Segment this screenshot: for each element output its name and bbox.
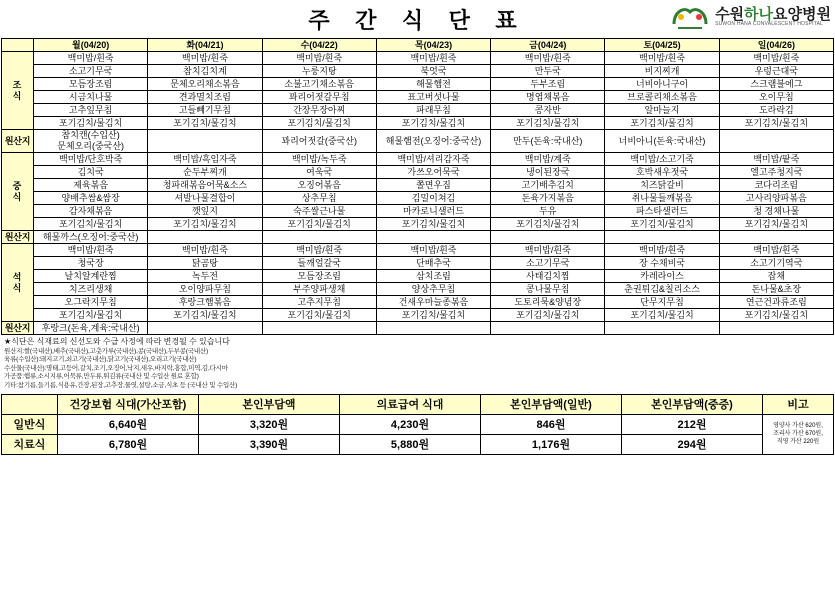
menu-cell: 마카로니샐러드	[376, 205, 490, 218]
menu-cell: 건새우마늘종볶음	[376, 296, 490, 309]
note-line-4: 수산물(국내산):명태,고등어,갈치,조기,오징어,낙지,새우,바지락,홍합,미역,김,다시마	[4, 364, 228, 372]
day-header-4: 목(04/23)	[376, 39, 490, 52]
price-row-label: 치료식	[2, 434, 58, 454]
menu-cell: 냉이된장국	[491, 166, 605, 179]
meal-label-2: 중 식	[2, 153, 34, 231]
menu-cell: 양배추쌈&쌈장	[34, 192, 148, 205]
note-line-6: 기타:참기름,들기름,식용유,간장,된장,고추장,물엿,설탕,소금,식초 등 (국내산 및 수입산)	[4, 381, 238, 389]
menu-cell: 포기김치/물김치	[719, 117, 833, 130]
origin-cell: 해물까스(오징어:중국산)	[34, 231, 148, 244]
origin-cell: 꽈리어젓갈(중국산)	[262, 130, 376, 153]
page-title: 주 간 식 단 표	[308, 7, 527, 33]
menu-row	[2, 270, 834, 283]
price-value-cell: 6,780원	[58, 434, 199, 454]
page-header	[0, 0, 835, 38]
menu-cell: 고들빼기무침	[148, 104, 262, 117]
logo-title: 수원하나요양병원	[715, 5, 831, 23]
menu-cell: 비지찌개	[605, 65, 719, 78]
menu-cell: 포기김치/물김치	[148, 117, 262, 130]
menu-cell: 돈육가지볶음	[491, 192, 605, 205]
menu-row	[2, 244, 834, 257]
menu-cell: 우렁근대국	[719, 65, 833, 78]
menu-cell: 파스타샐러드	[605, 205, 719, 218]
menu-row	[2, 257, 834, 270]
hospital-logo	[670, 2, 831, 32]
menu-cell: 녹두전	[148, 270, 262, 283]
menu-table	[1, 38, 834, 335]
menu-cell: 순두부찌개	[148, 166, 262, 179]
menu-cell: 백미밥/단호박죽	[34, 153, 148, 166]
day-header-2: 화(04/21)	[148, 39, 262, 52]
origin-cell	[605, 322, 719, 335]
hana-logo-icon	[670, 2, 710, 32]
menu-cell: 들깨얼갈국	[262, 257, 376, 270]
day-header-6: 토(04/25)	[605, 39, 719, 52]
menu-cell: 포기김치/물김치	[148, 218, 262, 231]
menu-row	[2, 166, 834, 179]
table-corner-cell	[2, 39, 34, 52]
menu-cell: 표고버섯나물	[376, 91, 490, 104]
menu-cell: 포기김치/물김치	[719, 309, 833, 322]
menu-cell: 장 수채비국	[605, 257, 719, 270]
menu-cell: 콩자반	[491, 104, 605, 117]
menu-cell: 카레라이스	[605, 270, 719, 283]
price-value-cell: 3,320원	[199, 414, 340, 434]
menu-cell: 청국장	[34, 257, 148, 270]
menu-cell: 포기김치/물김치	[605, 218, 719, 231]
menu-cell: 포기김치/물김치	[34, 309, 148, 322]
menu-cell: 백미밥/흰죽	[262, 52, 376, 65]
menu-cell: 소고기무국	[491, 257, 605, 270]
menu-cell: 소고기무국	[34, 65, 148, 78]
menu-cell: 제육볶음	[34, 179, 148, 192]
menu-cell: 알마늘지	[605, 104, 719, 117]
price-row	[2, 414, 834, 434]
menu-cell: 백미밥/셔리감자죽	[376, 153, 490, 166]
note-line-1: ★식단은 식재료의 신선도와 수급 사정에 따라 변경될 수 있습니다	[4, 337, 230, 346]
menu-cell: 청 경채나물	[719, 205, 833, 218]
day-header-1: 월(04/20)	[34, 39, 148, 52]
price-value-cell: 3,390원	[199, 434, 340, 454]
menu-cell: 포기김치/물김치	[34, 117, 148, 130]
price-value-cell: 212원	[622, 414, 763, 434]
menu-cell: 해물햄전	[376, 78, 490, 91]
menu-cell: 백미밥/흑임자죽	[148, 153, 262, 166]
origin-label-2: 원산지	[2, 231, 34, 244]
menu-cell: 파래무침	[376, 104, 490, 117]
origin-cell: 참치캔(수입산) 문체오리(중국산)	[34, 130, 148, 153]
menu-cell: 깻잎지	[148, 205, 262, 218]
price-header-1: 건강보험 식대(가산포함)	[58, 394, 199, 414]
menu-cell: 도라락김	[719, 104, 833, 117]
origin-cell	[719, 130, 833, 153]
price-value-cell: 4,230원	[340, 414, 481, 434]
price-value-cell: 294원	[622, 434, 763, 454]
origin-row	[2, 231, 834, 244]
price-header-4: 본인부담액(일반)	[481, 394, 622, 414]
menu-cell: 너비아니구이	[605, 78, 719, 91]
menu-cell: 사태김치찜	[491, 270, 605, 283]
menu-row	[2, 104, 834, 117]
origin-cell: 너비아니(돈육:국내산)	[605, 130, 719, 153]
menu-row	[2, 65, 834, 78]
menu-cell: 취나물들깨볶음	[605, 192, 719, 205]
menu-cell: 북엇국	[376, 65, 490, 78]
menu-cell: 포기김치/물김치	[262, 117, 376, 130]
menu-cell: 문체오리채소볶음	[148, 78, 262, 91]
menu-cell: 두부조림	[491, 78, 605, 91]
menu-cell: 셔발나물결합이	[148, 192, 262, 205]
origin-cell	[262, 322, 376, 335]
menu-cell: 누룽지탕	[262, 65, 376, 78]
menu-cell: 오이양파무침	[148, 283, 262, 296]
price-table	[1, 394, 834, 455]
origin-row	[2, 322, 834, 335]
menu-cell: 간장무장아찌	[262, 104, 376, 117]
menu-row	[2, 117, 834, 130]
origin-cell	[376, 322, 490, 335]
menu-cell: 백미밥/흰죽	[262, 244, 376, 257]
menu-cell: 고추잎무침	[34, 104, 148, 117]
menu-cell: 코다리조림	[719, 179, 833, 192]
menu-row	[2, 192, 834, 205]
price-value-cell: 1,176원	[481, 434, 622, 454]
menu-cell: 포기김치/물김치	[605, 309, 719, 322]
menu-cell: 견과멸치조림	[148, 91, 262, 104]
origin-cell	[719, 322, 833, 335]
price-header-row	[2, 394, 834, 414]
menu-cell: 백미밥/흰죽	[376, 244, 490, 257]
origin-cell: 해물햄전(오징어:중국산)	[376, 130, 490, 153]
menu-cell: 모듬장조림	[34, 78, 148, 91]
menu-cell: 쫄면우짐	[376, 179, 490, 192]
menu-cell: 소불고기채소볶음	[262, 78, 376, 91]
menu-cell: 백미밥/흰죽	[376, 52, 490, 65]
day-header-5: 금(04/24)	[491, 39, 605, 52]
price-header-6: 비고	[763, 394, 834, 414]
price-corner-cell	[2, 394, 58, 414]
menu-cell: 포기김치/물김치	[34, 218, 148, 231]
menu-cell: 백미밥/흰죽	[148, 52, 262, 65]
menu-row	[2, 153, 834, 166]
menu-cell: 백미밥/흰죽	[605, 52, 719, 65]
menu-cell: 백미밥/녹두죽	[262, 153, 376, 166]
menu-cell: 김치국	[34, 166, 148, 179]
menu-cell: 여욱국	[262, 166, 376, 179]
price-value-cell: 846원	[481, 414, 622, 434]
menu-cell: 참치김치계	[148, 65, 262, 78]
menu-cell: 포기김치/물김치	[376, 309, 490, 322]
menu-cell: 치즈닭갈비	[605, 179, 719, 192]
note-line-5: 가공품:햄류,소시지류,어묵류,만두류,튀김류(국내산 및 수입산 원료 혼합)	[4, 373, 199, 381]
menu-cell: 포기김치/물김치	[605, 117, 719, 130]
menu-cell: 백미밥/소고기죽	[605, 153, 719, 166]
menu-cell: 엘고주청지국	[719, 166, 833, 179]
menu-cell: 시금치나물	[34, 91, 148, 104]
menu-row	[2, 283, 834, 296]
price-header-2: 본인부담액	[199, 394, 340, 414]
menu-cell: 포기김치/물김치	[376, 117, 490, 130]
origin-cell: 후랑크(돈육,계육:국내산)	[34, 322, 148, 335]
menu-cell: 꽈리어젓갈무침	[262, 91, 376, 104]
menu-cell: 백미밥/흰죽	[719, 244, 833, 257]
origin-row	[2, 130, 834, 153]
origin-cell	[376, 231, 490, 244]
menu-cell: 숙주쌀근나물	[262, 205, 376, 218]
day-header-3: 수(04/22)	[262, 39, 376, 52]
menu-cell: 소고기기역국	[719, 257, 833, 270]
price-header-3: 의료급여 식대	[340, 394, 481, 414]
menu-cell: 포기김치/물김치	[491, 117, 605, 130]
menu-cell: 스크램블에그	[719, 78, 833, 91]
day-header-7: 일(04/26)	[719, 39, 833, 52]
menu-cell: 단무지무침	[605, 296, 719, 309]
menu-cell: 포기김치/물김치	[719, 218, 833, 231]
menu-row	[2, 52, 834, 65]
origin-cell	[262, 231, 376, 244]
menu-cell: 백미밥/흰죽	[491, 52, 605, 65]
menu-cell: 돈나물&초장	[719, 283, 833, 296]
menu-row	[2, 78, 834, 91]
menu-cell: 후랑크햄볶음	[148, 296, 262, 309]
price-note-cell: 영양사 가산 620원, 조리사 가산 670원, 직영 가산 220원	[763, 414, 834, 454]
menu-cell: 삼치조림	[376, 270, 490, 283]
menu-cell: 가쓰오어묵국	[376, 166, 490, 179]
menu-cell: 백미밥/흰죽	[34, 52, 148, 65]
menu-cell: 잡채	[719, 270, 833, 283]
menu-row	[2, 179, 834, 192]
origin-cell	[491, 322, 605, 335]
menu-cell: 치즈리생채	[34, 283, 148, 296]
origin-cell	[148, 231, 262, 244]
menu-cell: 김밀이쳐김	[376, 192, 490, 205]
menu-cell: 오징어볶음	[262, 179, 376, 192]
menu-cell: 만두국	[491, 65, 605, 78]
origin-label-1: 원산지	[2, 130, 34, 153]
note-line-2: 원산지:쌀(국내산),배추(국내산),고춧가루(국내산),콩(국내산),두부콩(국내산)	[4, 347, 208, 355]
menu-cell: 포기김치/물김치	[376, 218, 490, 231]
origin-label-3: 원산지	[2, 322, 34, 335]
price-row-label: 일반식	[2, 414, 58, 434]
menu-cell: 감자채볶음	[34, 205, 148, 218]
menu-cell: 백미밥/흰죽	[719, 52, 833, 65]
menu-cell: 브로콜리채소볶음	[605, 91, 719, 104]
note-line-3: 육류(수입산):돼지고기,쇠고기(국내산),닭고기(국내산),오리고기(국내산)	[4, 356, 197, 364]
origin-cell	[719, 231, 833, 244]
menu-cell: 청파래볶음어묵&소스	[148, 179, 262, 192]
origin-cell	[148, 130, 262, 153]
menu-cell: 백미밥/흰죽	[34, 244, 148, 257]
menu-cell: 단배추국	[376, 257, 490, 270]
notes-block	[4, 338, 833, 391]
menu-cell: 백미밥/계죽	[491, 153, 605, 166]
menu-cell: 오이무침	[719, 91, 833, 104]
origin-cell	[148, 322, 262, 335]
price-row	[2, 434, 834, 454]
origin-cell	[491, 231, 605, 244]
menu-cell: 포기김치/물김치	[262, 309, 376, 322]
menu-cell: 모듬장조림	[262, 270, 376, 283]
origin-cell	[605, 231, 719, 244]
logo-subtitle: SUWON HANA CONVALESCENT HOSPITAL	[715, 21, 824, 28]
menu-cell: 도토리묵&양념장	[491, 296, 605, 309]
menu-cell: 고사리양파볶음	[719, 192, 833, 205]
menu-cell: 백미밥/팥죽	[719, 153, 833, 166]
menu-cell: 닭곰탕	[148, 257, 262, 270]
menu-cell: 명엽채볶음	[491, 91, 605, 104]
menu-cell: 부주양파생채	[262, 283, 376, 296]
menu-cell: 고추지무침	[262, 296, 376, 309]
menu-row	[2, 205, 834, 218]
menu-cell: 콩나물무침	[491, 283, 605, 296]
menu-cell: 두유	[491, 205, 605, 218]
menu-row	[2, 91, 834, 104]
menu-cell: 연근건과류조림	[719, 296, 833, 309]
menu-cell: 포기김치/물김치	[148, 309, 262, 322]
menu-cell: 상추무침	[262, 192, 376, 205]
menu-cell: 날치알계란찜	[34, 270, 148, 283]
menu-cell: 오그락지무침	[34, 296, 148, 309]
menu-row	[2, 296, 834, 309]
meal-label-3: 석 식	[2, 244, 34, 322]
menu-cell: 백미밥/흰죽	[605, 244, 719, 257]
price-value-cell: 5,880원	[340, 434, 481, 454]
menu-cell: 포기김치/물김치	[262, 218, 376, 231]
meal-label-1: 조 식	[2, 52, 34, 130]
menu-cell: 백미밥/흰죽	[148, 244, 262, 257]
menu-cell: 고기배추김치	[491, 179, 605, 192]
menu-cell: 춘권튀김&칠리소스	[605, 283, 719, 296]
price-value-cell: 6,640원	[58, 414, 199, 434]
price-header-5: 본인부담액(중증)	[622, 394, 763, 414]
menu-row	[2, 309, 834, 322]
menu-cell: 포기김치/물김치	[491, 309, 605, 322]
origin-cell: 만두(돈육:국내산)	[491, 130, 605, 153]
menu-cell: 백미밥/흰죽	[491, 244, 605, 257]
menu-cell: 양상추무침	[376, 283, 490, 296]
menu-row	[2, 218, 834, 231]
menu-cell: 포기김치/물김치	[491, 218, 605, 231]
menu-cell: 호박새우젓국	[605, 166, 719, 179]
